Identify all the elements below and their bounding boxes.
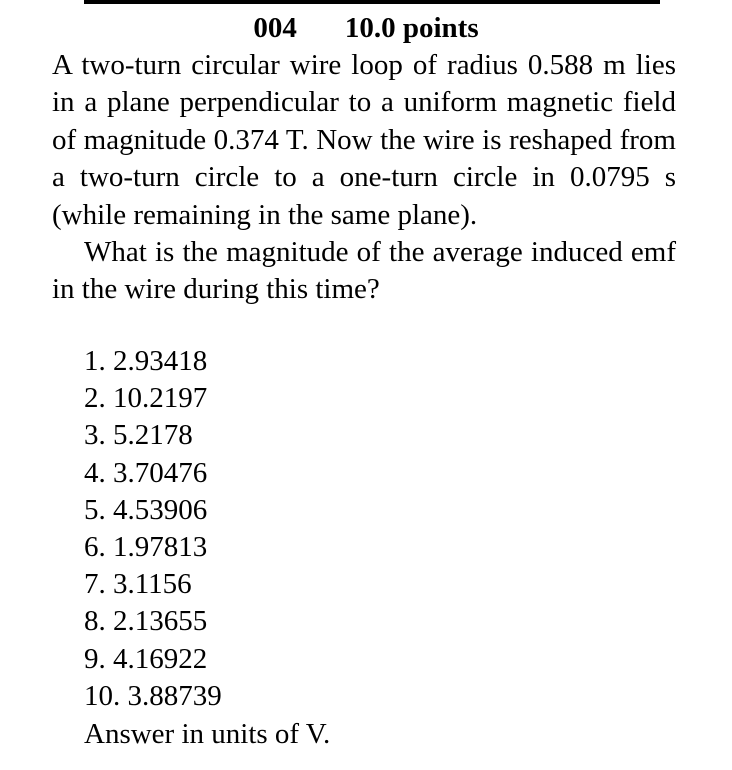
problem-number: 004 — [253, 12, 297, 44]
choice-3: 3. 5.2178 — [84, 419, 193, 452]
choice-10: 10. 3.88739 — [84, 679, 222, 712]
choice-5: 5. 4.53906 — [84, 493, 208, 526]
answer-units: Answer in units of V. — [84, 718, 331, 750]
problem-header — [0, 8, 732, 48]
question-setup: A two-turn circular wire loop of radius 0.588 m lies in a plane perpendicular to a uniform magnetic field of magnitude 0.374 T. Now the wire is reshaped from a two-turn circle to a one-turn circle in 0.0795 s (while remaining in the same plane). — [52, 49, 676, 231]
answer-choices — [84, 343, 222, 715]
choice-2: 2. 10.2197 — [84, 382, 208, 415]
choice-1: 1. 2.93418 — [84, 345, 208, 377]
choice-8: 8. 2.13655 — [84, 605, 208, 638]
choice-9: 9. 4.16922 — [84, 642, 208, 675]
choice-6: 6. 1.97813 — [84, 531, 208, 564]
question-text — [52, 47, 676, 309]
top-rule — [84, 0, 660, 4]
problem-points: 10.0 points — [344, 12, 479, 44]
choice-7: 7. 3.1156 — [84, 568, 192, 601]
choice-4: 4. 3.70476 — [84, 456, 208, 489]
question-prompt: What is the magnitude of the average induced emf in the wire during this time? — [52, 236, 676, 306]
